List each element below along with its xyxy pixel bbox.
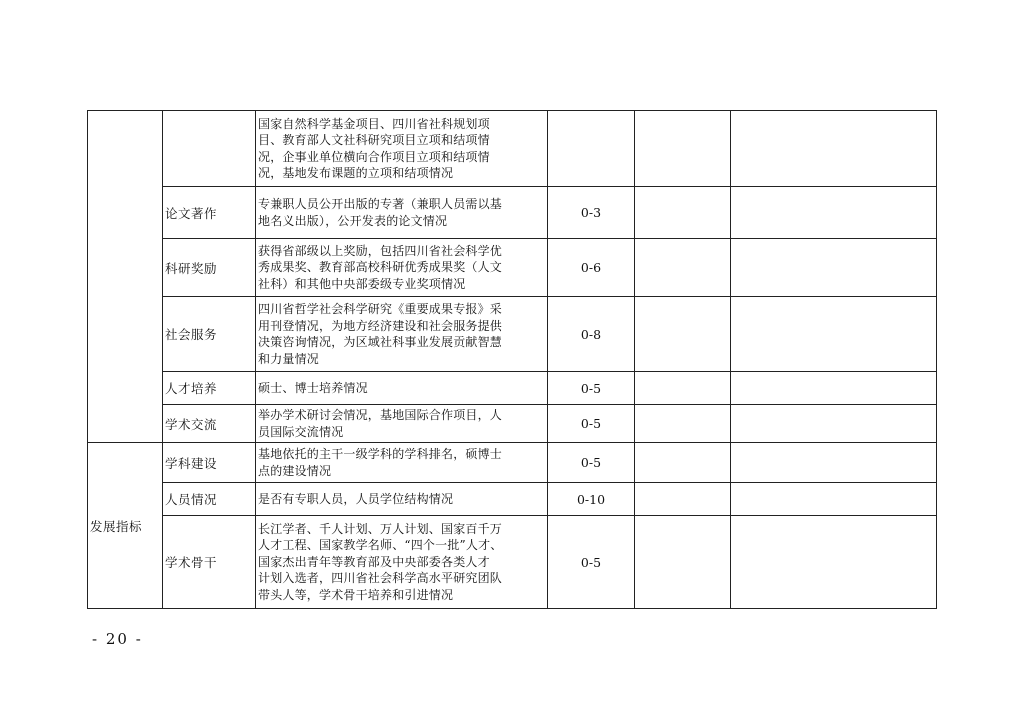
description-text: 国家自然科学基金项目、四川省社科规划项 目、教育部人文社科研究项目立项和结项情 况，企事业单位横向合作项目立项和结项情 况，基地发布课题的立项和结项情况 (258, 116, 490, 180)
blank-cell (731, 405, 937, 443)
table-row (88, 483, 937, 516)
table-row (88, 516, 937, 609)
category-cell: 发展指标 (88, 443, 163, 609)
blank-cell (635, 483, 731, 516)
description-text: 专兼职人员公开出版的专著（兼职人员需以基 地名义出版），公开发表的论文情况 (258, 197, 503, 228)
blank-cell (731, 372, 937, 405)
category-cell (88, 111, 163, 443)
score-cell: 0-3 (548, 187, 635, 239)
score-cell: 0-6 (548, 239, 635, 297)
item-cell: 人才培养 (163, 372, 256, 405)
description-cell (256, 297, 548, 372)
description-cell (256, 516, 548, 609)
score-cell: 0-5 (548, 443, 635, 483)
blank-cell (635, 372, 731, 405)
item-cell: 论文著作 (163, 187, 256, 239)
blank-cell (635, 187, 731, 239)
description-text: 基地依托的主干一级学科的学科排名，硕博士 点的建设情况 (258, 447, 503, 478)
item-cell: 科研奖励 (163, 239, 256, 297)
table-row (88, 372, 937, 405)
table-row (88, 297, 937, 372)
description-cell (256, 405, 548, 443)
item-cell: 学科建设 (163, 443, 256, 483)
description-text: 长江学者、千人计划、万人计划、国家百千万 人才工程、国家教学名师、“四个一批”人才、 国家杰出青年等教育部及中央部委各类人才 计划入选者，四川省社会科学高水平研究团队 带头人等，学术骨干培养和引进情况 (258, 521, 503, 602)
blank-cell (731, 187, 937, 239)
blank-cell (731, 297, 937, 372)
description-cell (256, 443, 548, 483)
blank-cell (731, 516, 937, 609)
table-row (88, 111, 937, 187)
score-cell: 0-5 (548, 372, 635, 405)
blank-cell (635, 516, 731, 609)
item-cell: 学术交流 (163, 405, 256, 443)
blank-cell (731, 111, 937, 187)
description-cell (256, 187, 548, 239)
evaluation-table (87, 110, 937, 609)
description-text: 四川省哲学社会科学研究《重要成果专报》采 用刊登情况，为地方经济建设和社会服务提供 决策咨询情况，为区域社科事业发展贡献智慧 和力量情况 (258, 302, 503, 366)
description-cell (256, 372, 548, 405)
blank-cell (731, 239, 937, 297)
description-text: 获得省部级以上奖励，包括四川省社会科学优 秀成果奖、教育部高校科研优秀成果奖（人文 社科）和其他中央部委级专业奖项情况 (258, 243, 503, 291)
item-cell: 人员情况 (163, 483, 256, 516)
description-cell (256, 239, 548, 297)
description-text: 举办学术研讨会情况，基地国际合作项目，人 员国际交流情况 (258, 408, 503, 439)
description-cell (256, 111, 548, 187)
page-number: - 20 - (92, 630, 143, 648)
score-cell (548, 111, 635, 187)
blank-cell (731, 443, 937, 483)
item-cell (163, 111, 256, 187)
table-row (88, 187, 937, 239)
description-text: 硕士、博士培养情况 (258, 380, 368, 395)
score-cell: 0-5 (548, 516, 635, 609)
description-text: 是否有专职人员，人员学位结构情况 (258, 491, 454, 506)
table-row (88, 239, 937, 297)
table-row (88, 443, 937, 483)
score-cell: 0-5 (548, 405, 635, 443)
table-row (88, 405, 937, 443)
blank-cell (635, 443, 731, 483)
blank-cell (731, 483, 937, 516)
blank-cell (635, 111, 731, 187)
score-cell: 0-10 (548, 483, 635, 516)
blank-cell (635, 297, 731, 372)
item-cell: 社会服务 (163, 297, 256, 372)
score-cell: 0-8 (548, 297, 635, 372)
item-cell: 学术骨干 (163, 516, 256, 609)
blank-cell (635, 405, 731, 443)
blank-cell (635, 239, 731, 297)
description-cell (256, 483, 548, 516)
